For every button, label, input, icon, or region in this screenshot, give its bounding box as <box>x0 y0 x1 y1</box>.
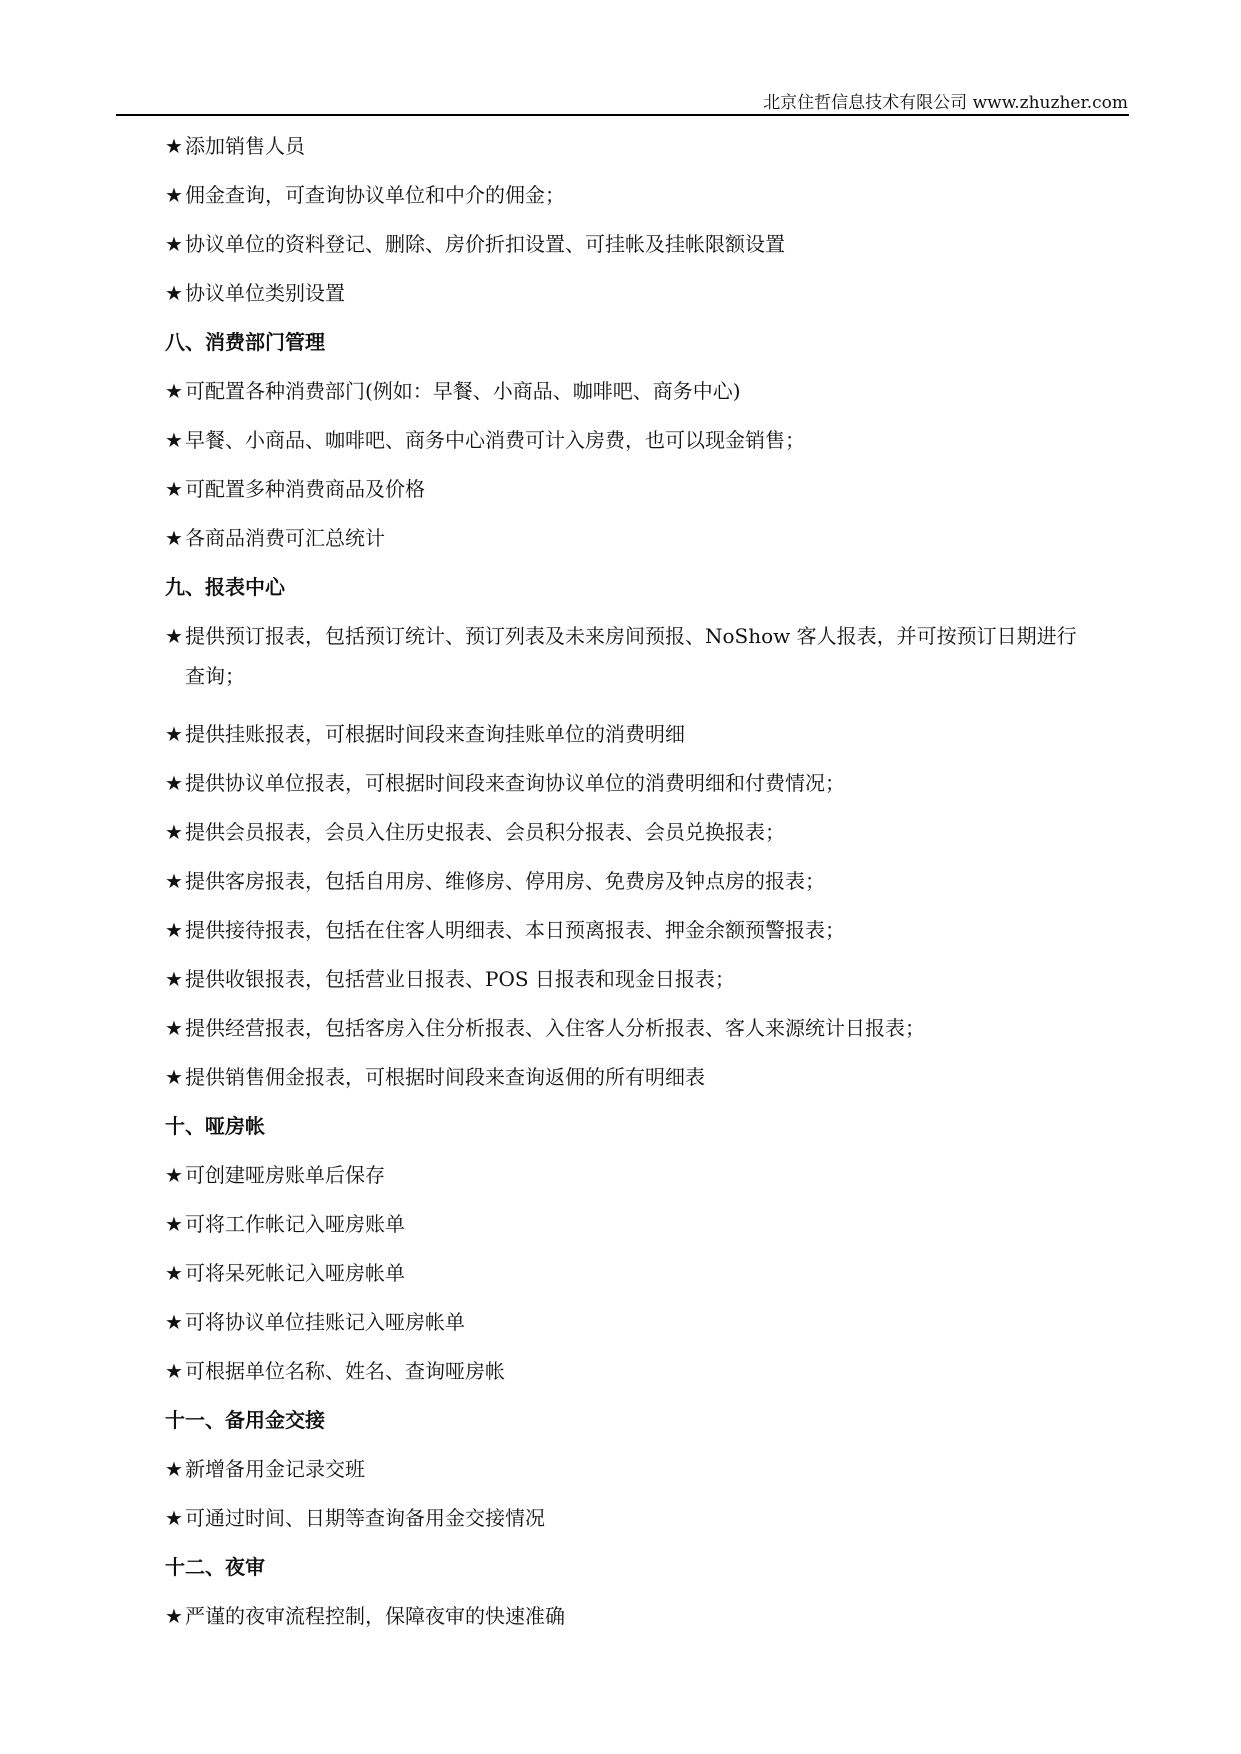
feature-list-item <box>165 273 1140 322</box>
feature-text: 可根据单位名称、姓名、查询哑房帐 <box>185 1359 505 1383</box>
feature-text-continuation: 查询； <box>185 664 245 688</box>
section-heading-text: 八、消费部门管理 <box>165 330 325 354</box>
section-heading <box>165 1400 1140 1449</box>
star-bullet-icon: ★ <box>165 1163 183 1187</box>
star-bullet-icon: ★ <box>165 1212 183 1236</box>
feature-list-item <box>165 1008 1140 1057</box>
feature-text: 提供协议单位报表，可根据时间段来查询协议单位的消费明细和付费情况； <box>185 771 845 795</box>
star-bullet-icon: ★ <box>165 526 183 550</box>
feature-list-item <box>165 616 1140 714</box>
feature-text: 提供挂账报表，可根据时间段来查询挂账单位的消费明细 <box>185 722 685 746</box>
feature-text: 佣金查询，可查询协议单位和中介的佣金； <box>185 183 565 207</box>
feature-text: 可将呆死帐记入哑房帐单 <box>185 1261 405 1285</box>
page-header: 北京住哲信息技术有限公司 www.zhuzher.com <box>763 93 1128 113</box>
feature-text: 提供会员报表，会员入住历史报表、会员积分报表、会员兑换报表； <box>185 820 785 844</box>
feature-list-item <box>165 812 1140 861</box>
feature-list-item <box>165 1057 1140 1106</box>
star-bullet-icon: ★ <box>165 1604 183 1628</box>
star-bullet-icon: ★ <box>165 722 183 746</box>
feature-text: 协议单位的资料登记、删除、房价折扣设置、可挂帐及挂帐限额设置 <box>185 232 785 256</box>
feature-text: 提供预订报表，包括预订统计、预订列表及未来房间预报、NoShow 客人报表，并可按预订日期进行 <box>185 624 1077 648</box>
feature-text: 提供销售佣金报表，可根据时间段来查询返佣的所有明细表 <box>185 1065 705 1089</box>
star-bullet-icon: ★ <box>165 771 183 795</box>
feature-list-item <box>165 910 1140 959</box>
feature-text: 各商品消费可汇总统计 <box>185 526 385 550</box>
star-bullet-icon: ★ <box>165 428 183 452</box>
feature-text: 早餐、小商品、咖啡吧、商务中心消费可计入房费，也可以现金销售； <box>185 428 805 452</box>
feature-list-item <box>165 1351 1140 1400</box>
feature-list-item <box>165 420 1140 469</box>
feature-list-item <box>165 1253 1140 1302</box>
feature-list-item <box>165 1155 1140 1204</box>
feature-text: 可配置各种消费部门(例如：早餐、小商品、咖啡吧、商务中心) <box>185 379 741 403</box>
feature-text: 提供经营报表，包括客房入住分析报表、入住客人分析报表、客人来源统计日报表； <box>185 1016 925 1040</box>
star-bullet-icon: ★ <box>165 477 183 501</box>
star-bullet-icon: ★ <box>165 1506 183 1530</box>
section-heading-text: 十一、备用金交接 <box>165 1408 325 1432</box>
feature-text: 可配置多种消费商品及价格 <box>185 477 425 501</box>
section-heading-text: 十二、夜审 <box>165 1555 265 1579</box>
star-bullet-icon: ★ <box>165 967 183 991</box>
section-heading <box>165 322 1140 371</box>
section-heading-text: 十、哑房帐 <box>165 1114 265 1138</box>
feature-list-item <box>165 714 1140 763</box>
star-bullet-icon: ★ <box>165 232 183 256</box>
feature-list-item <box>165 1204 1140 1253</box>
star-bullet-icon: ★ <box>165 183 183 207</box>
section-heading <box>165 1106 1140 1155</box>
feature-text: 可通过时间、日期等查询备用金交接情况 <box>185 1506 545 1530</box>
feature-list-item <box>165 861 1140 910</box>
feature-list-item <box>165 959 1140 1008</box>
feature-text: 提供接待报表，包括在住客人明细表、本日预离报表、押金余额预警报表； <box>185 918 845 942</box>
feature-text: 可将协议单位挂账记入哑房帐单 <box>185 1310 465 1334</box>
feature-text: 提供收银报表，包括营业日报表、POS 日报表和现金日报表； <box>185 967 735 991</box>
star-bullet-icon: ★ <box>165 134 183 158</box>
feature-text: 协议单位类别设置 <box>185 281 345 305</box>
feature-list-item <box>165 126 1140 175</box>
star-bullet-icon: ★ <box>165 1261 183 1285</box>
feature-list-item <box>165 1596 1140 1645</box>
document-body <box>165 126 1140 1645</box>
feature-text: 新增备用金记录交班 <box>185 1457 365 1481</box>
star-bullet-icon: ★ <box>165 1359 183 1383</box>
section-heading-text: 九、报表中心 <box>165 575 285 599</box>
feature-text: 严谨的夜审流程控制，保障夜审的快速准确 <box>185 1604 565 1628</box>
feature-list-item <box>165 1498 1140 1547</box>
feature-text: 添加销售人员 <box>185 134 305 158</box>
feature-list-item <box>165 469 1140 518</box>
star-bullet-icon: ★ <box>165 1457 183 1481</box>
feature-text: 可将工作帐记入哑房账单 <box>185 1212 405 1236</box>
star-bullet-icon: ★ <box>165 918 183 942</box>
feature-list-item <box>165 1449 1140 1498</box>
star-bullet-icon: ★ <box>165 281 183 305</box>
star-bullet-icon: ★ <box>165 1065 183 1089</box>
feature-list-item <box>165 763 1140 812</box>
feature-list-item <box>165 518 1140 567</box>
feature-text: 提供客房报表，包括自用房、维修房、停用房、免费房及钟点房的报表； <box>185 869 825 893</box>
star-bullet-icon: ★ <box>165 1016 183 1040</box>
star-bullet-icon: ★ <box>165 624 183 648</box>
star-bullet-icon: ★ <box>165 379 183 403</box>
feature-list-item <box>165 1302 1140 1351</box>
star-bullet-icon: ★ <box>165 1310 183 1334</box>
feature-list-item <box>165 224 1140 273</box>
star-bullet-icon: ★ <box>165 869 183 893</box>
header-rule <box>116 114 1129 116</box>
star-bullet-icon: ★ <box>165 820 183 844</box>
feature-list-item <box>165 175 1140 224</box>
feature-text: 可创建哑房账单后保存 <box>185 1163 385 1187</box>
section-heading <box>165 1547 1140 1596</box>
feature-list-item <box>165 371 1140 420</box>
section-heading <box>165 567 1140 616</box>
